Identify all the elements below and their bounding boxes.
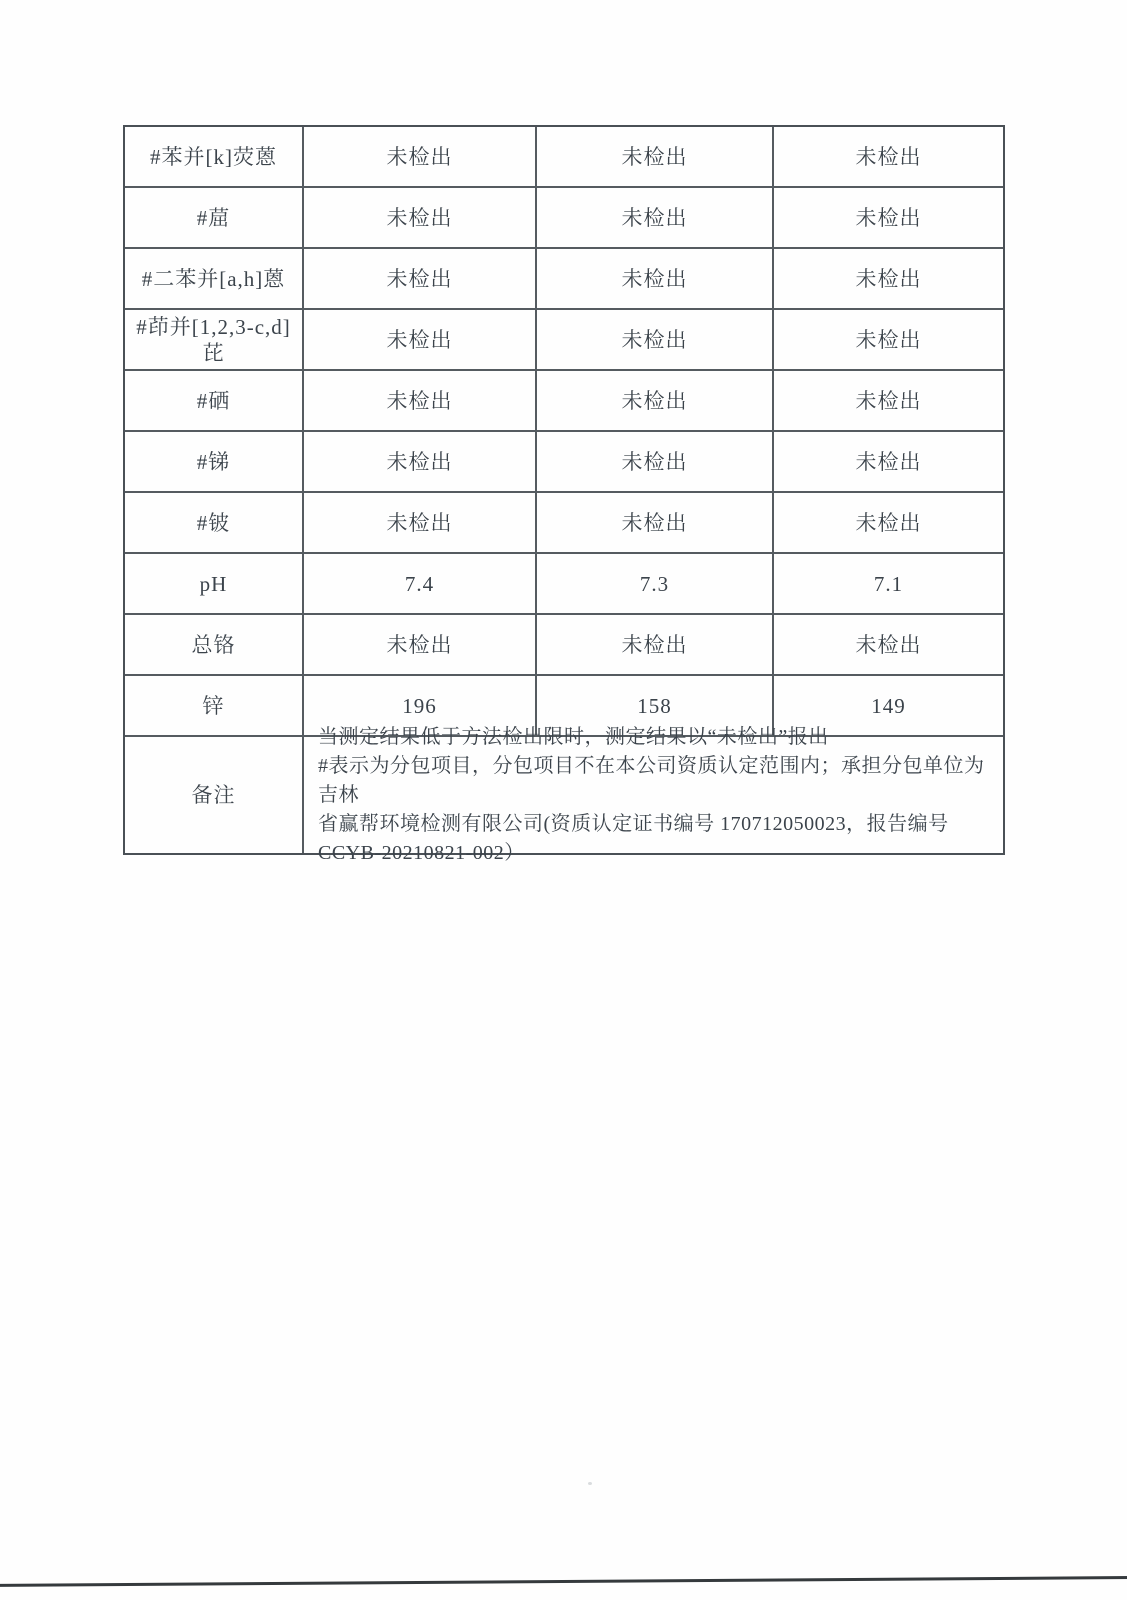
remark-line: 当测定结果低于方法检出限时，测定结果以“未检出”报出 — [318, 725, 829, 748]
result-cell: 未检出 — [304, 249, 537, 310]
result-cell: 未检出 — [304, 432, 537, 493]
row-label: 锌 — [125, 676, 304, 737]
result-cell: 未检出 — [304, 188, 537, 249]
result-cell: 未检出 — [537, 432, 774, 493]
result-cell: 未检出 — [537, 493, 774, 554]
row-label: #䓛 — [125, 188, 304, 249]
result-cell: 未检出 — [537, 310, 774, 371]
scan-page-edge-artifact — [0, 1576, 1127, 1587]
result-cell: 149 — [774, 676, 1003, 737]
result-cell: 未检出 — [774, 127, 1003, 188]
result-cell: 7.3 — [537, 554, 774, 615]
result-cell: 158 — [537, 676, 774, 737]
result-cell: 未检出 — [304, 615, 537, 676]
remark-line: 省赢帮环境检测有限公司(资质认定证书编号 170712050023，报告编号 — [318, 812, 949, 835]
row-label-line1: #茚并[1,2,3-c,d] — [136, 314, 291, 339]
result-cell: 未检出 — [304, 310, 537, 371]
remark-text — [304, 725, 1003, 864]
row-label: #二苯并[a,h]蒽 — [125, 249, 304, 310]
result-cell: 未检出 — [774, 310, 1003, 371]
scan-speck-artifact — [588, 1482, 592, 1485]
result-cell: 未检出 — [304, 127, 537, 188]
result-cell: 未检出 — [774, 249, 1003, 310]
result-cell: 未检出 — [774, 615, 1003, 676]
row-label: #铍 — [125, 493, 304, 554]
result-cell: 未检出 — [774, 493, 1003, 554]
row-label: pH — [125, 554, 304, 615]
result-cell: 未检出 — [304, 493, 537, 554]
row-label: #硒 — [125, 371, 304, 432]
row-label: 总铬 — [125, 615, 304, 676]
result-cell: 未检出 — [537, 371, 774, 432]
result-cell: 未检出 — [774, 188, 1003, 249]
result-cell: 未检出 — [537, 249, 774, 310]
result-cell: 未检出 — [537, 188, 774, 249]
row-label-line2: 芘 — [202, 340, 225, 365]
result-cell: 未检出 — [537, 615, 774, 676]
results-table — [123, 125, 1005, 864]
result-cell: 7.1 — [774, 554, 1003, 615]
result-cell: 未检出 — [774, 432, 1003, 493]
row-label — [125, 310, 304, 371]
result-cell: 未检出 — [774, 371, 1003, 432]
row-label: #苯并[k]荧蒽 — [125, 127, 304, 188]
result-cell: 未检出 — [537, 127, 774, 188]
remark-line: CCYB-20210821-002） — [318, 841, 525, 864]
row-label: #锑 — [125, 432, 304, 493]
remark-label: 备注 — [125, 737, 304, 853]
result-cell: 未检出 — [304, 371, 537, 432]
result-cell: 7.4 — [304, 554, 537, 615]
result-cell: 196 — [304, 676, 537, 737]
remark-line: #表示为分包项目，分包项目不在本公司资质认定范围内；承担分包单位为吉林 — [318, 754, 985, 806]
